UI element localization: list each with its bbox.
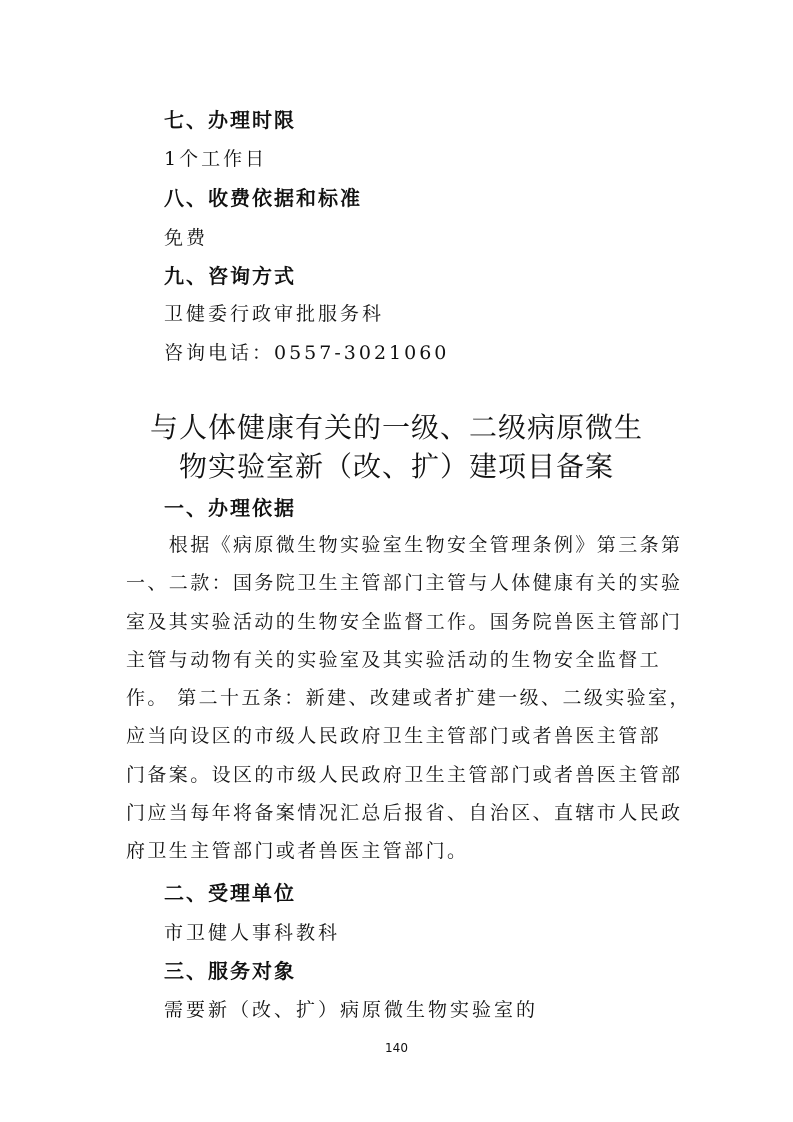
heading-accepting-unit: 二、受理单位 [164,881,296,905]
paragraph-line: 根据《病原微生物实验室生物安全管理条例》第三条第 [126,534,683,556]
heading-fee-basis: 八、收费依据和标准 [164,186,362,210]
paragraph-line: 室及其实验活动的生物安全监督工作。国务院兽医主管部门 [126,610,683,633]
document-title-line1: 与人体健康有关的一级、二级病原微生 [149,411,643,444]
consultation-office: 卫健委行政审批服务科 [164,303,385,325]
heading-service-target: 三、服务对象 [164,959,296,983]
paragraph-line: 门备案。设区的市级人民政府卫生主管部门或者兽医主管部 [126,763,683,786]
paragraph-line: 主管与动物有关的实验室及其实验活动的生物安全监督工 [126,648,662,671]
paragraph-line: 府卫生主管部门或者兽医主管部门。 [126,840,469,863]
processing-time-value: 1个工作日 [164,148,268,170]
legal-basis-paragraph [126,526,691,871]
heading-consultation: 九、咨询方式 [164,264,296,288]
heading-processing-time: 七、办理时限 [164,108,296,132]
document-title-line2: 物实验室新（改、扩）建项目备案 [178,450,614,483]
consultation-phone: 咨询电话：0557-3021060 [164,342,450,364]
paragraph-line: 作。 第二十五条：新建、改建或者扩建一级、二级实验室， [126,687,691,710]
heading-legal-basis: 一、办理依据 [164,496,296,520]
page-number: 140 [385,1041,408,1055]
paragraph-line: 门应当每年将备案情况汇总后报省、自治区、直辖市人民政 [126,802,683,825]
paragraph-line: 一、二款：国务院卫生主管部门主管与人体健康有关的实验 [126,572,683,595]
fee-value: 免费 [164,227,209,249]
service-target-value: 需要新（改、扩）病原微生物实验室的 [164,999,539,1021]
paragraph-line: 应当向设区的市级人民政府卫生主管部门或者兽医主管部 [126,725,662,748]
accepting-unit-value: 市卫健人事科教科 [164,922,341,944]
